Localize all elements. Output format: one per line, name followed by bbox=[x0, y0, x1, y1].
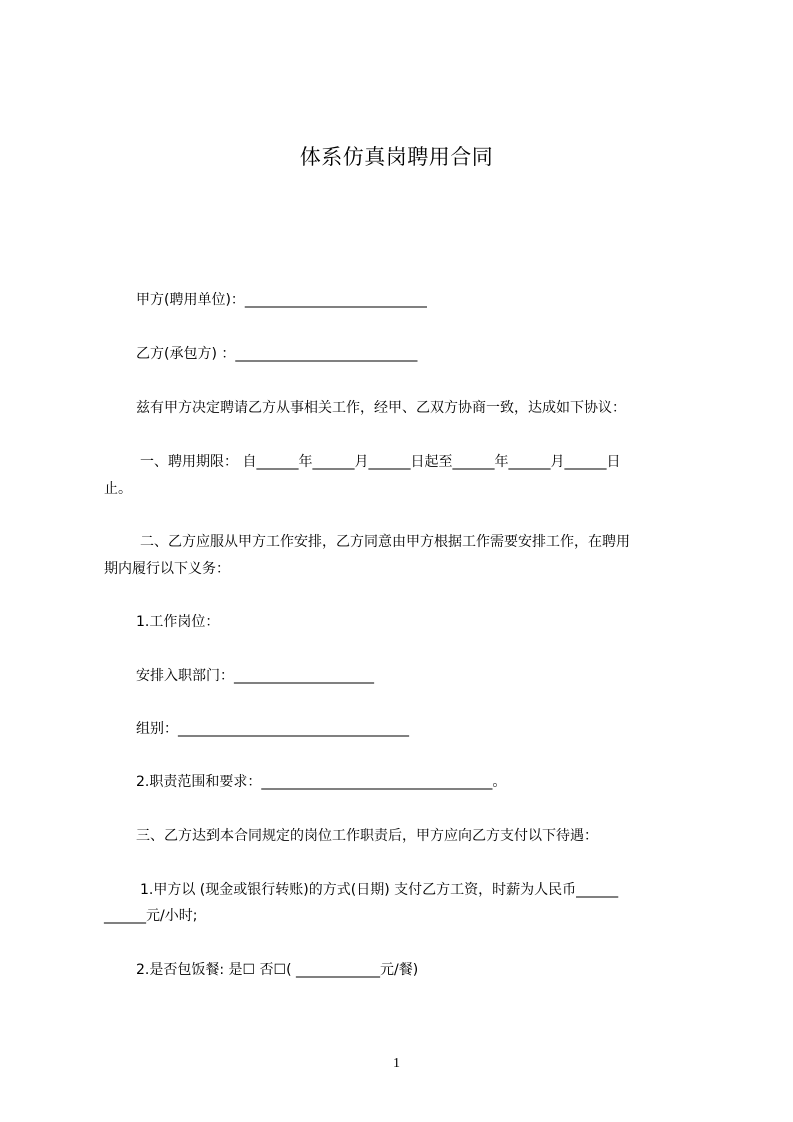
responsibilities-line: 2.职责范围和要求：_________________________________。 bbox=[136, 774, 507, 790]
agreement-intro-line: 兹有甲方决定聘请乙方从事相关工作，经甲、乙双方协商一致，达成如下协议： bbox=[136, 400, 626, 416]
duties-clause-line: 二、乙方应服从甲方工作安排，乙方同意由甲方根据工作需要安排工作，在聘用 bbox=[140, 534, 630, 550]
department-line: 安排入职部门：____________________ bbox=[136, 668, 374, 684]
job-position-heading: 1.工作岗位： bbox=[136, 614, 220, 630]
term-clause-continuation: 止。 bbox=[104, 481, 132, 497]
group-line: 组别：_________________________________ bbox=[136, 721, 409, 737]
party-b-line: 乙方(承包方) ：__________________________ bbox=[136, 346, 418, 362]
salary-line: 1.甲方以 (现金或银行转账)的方式(日期) 支付乙方工资，时薪为人民币______ bbox=[140, 882, 619, 898]
compensation-clause-line: 三、乙方达到本合同规定的岗位工作职责后，甲方应向乙方支付以下待遇： bbox=[136, 828, 598, 844]
term-clause-line: 一、聘用期限： 自______年______月______日起至______年______月______日 bbox=[140, 454, 621, 470]
page-number: 1 bbox=[393, 1056, 400, 1071]
document-title: 体系仿真岗聘用合同 bbox=[299, 145, 494, 169]
meal-line: 2.是否包饭餐: 是☐ 否☐( ____________元/餐) bbox=[136, 962, 419, 978]
salary-continuation: ______元/小时; bbox=[104, 908, 198, 924]
duties-clause-continuation: 期内履行以下义务： bbox=[104, 561, 230, 577]
party-a-line: 甲方(聘用单位)：__________________________ bbox=[136, 292, 427, 308]
